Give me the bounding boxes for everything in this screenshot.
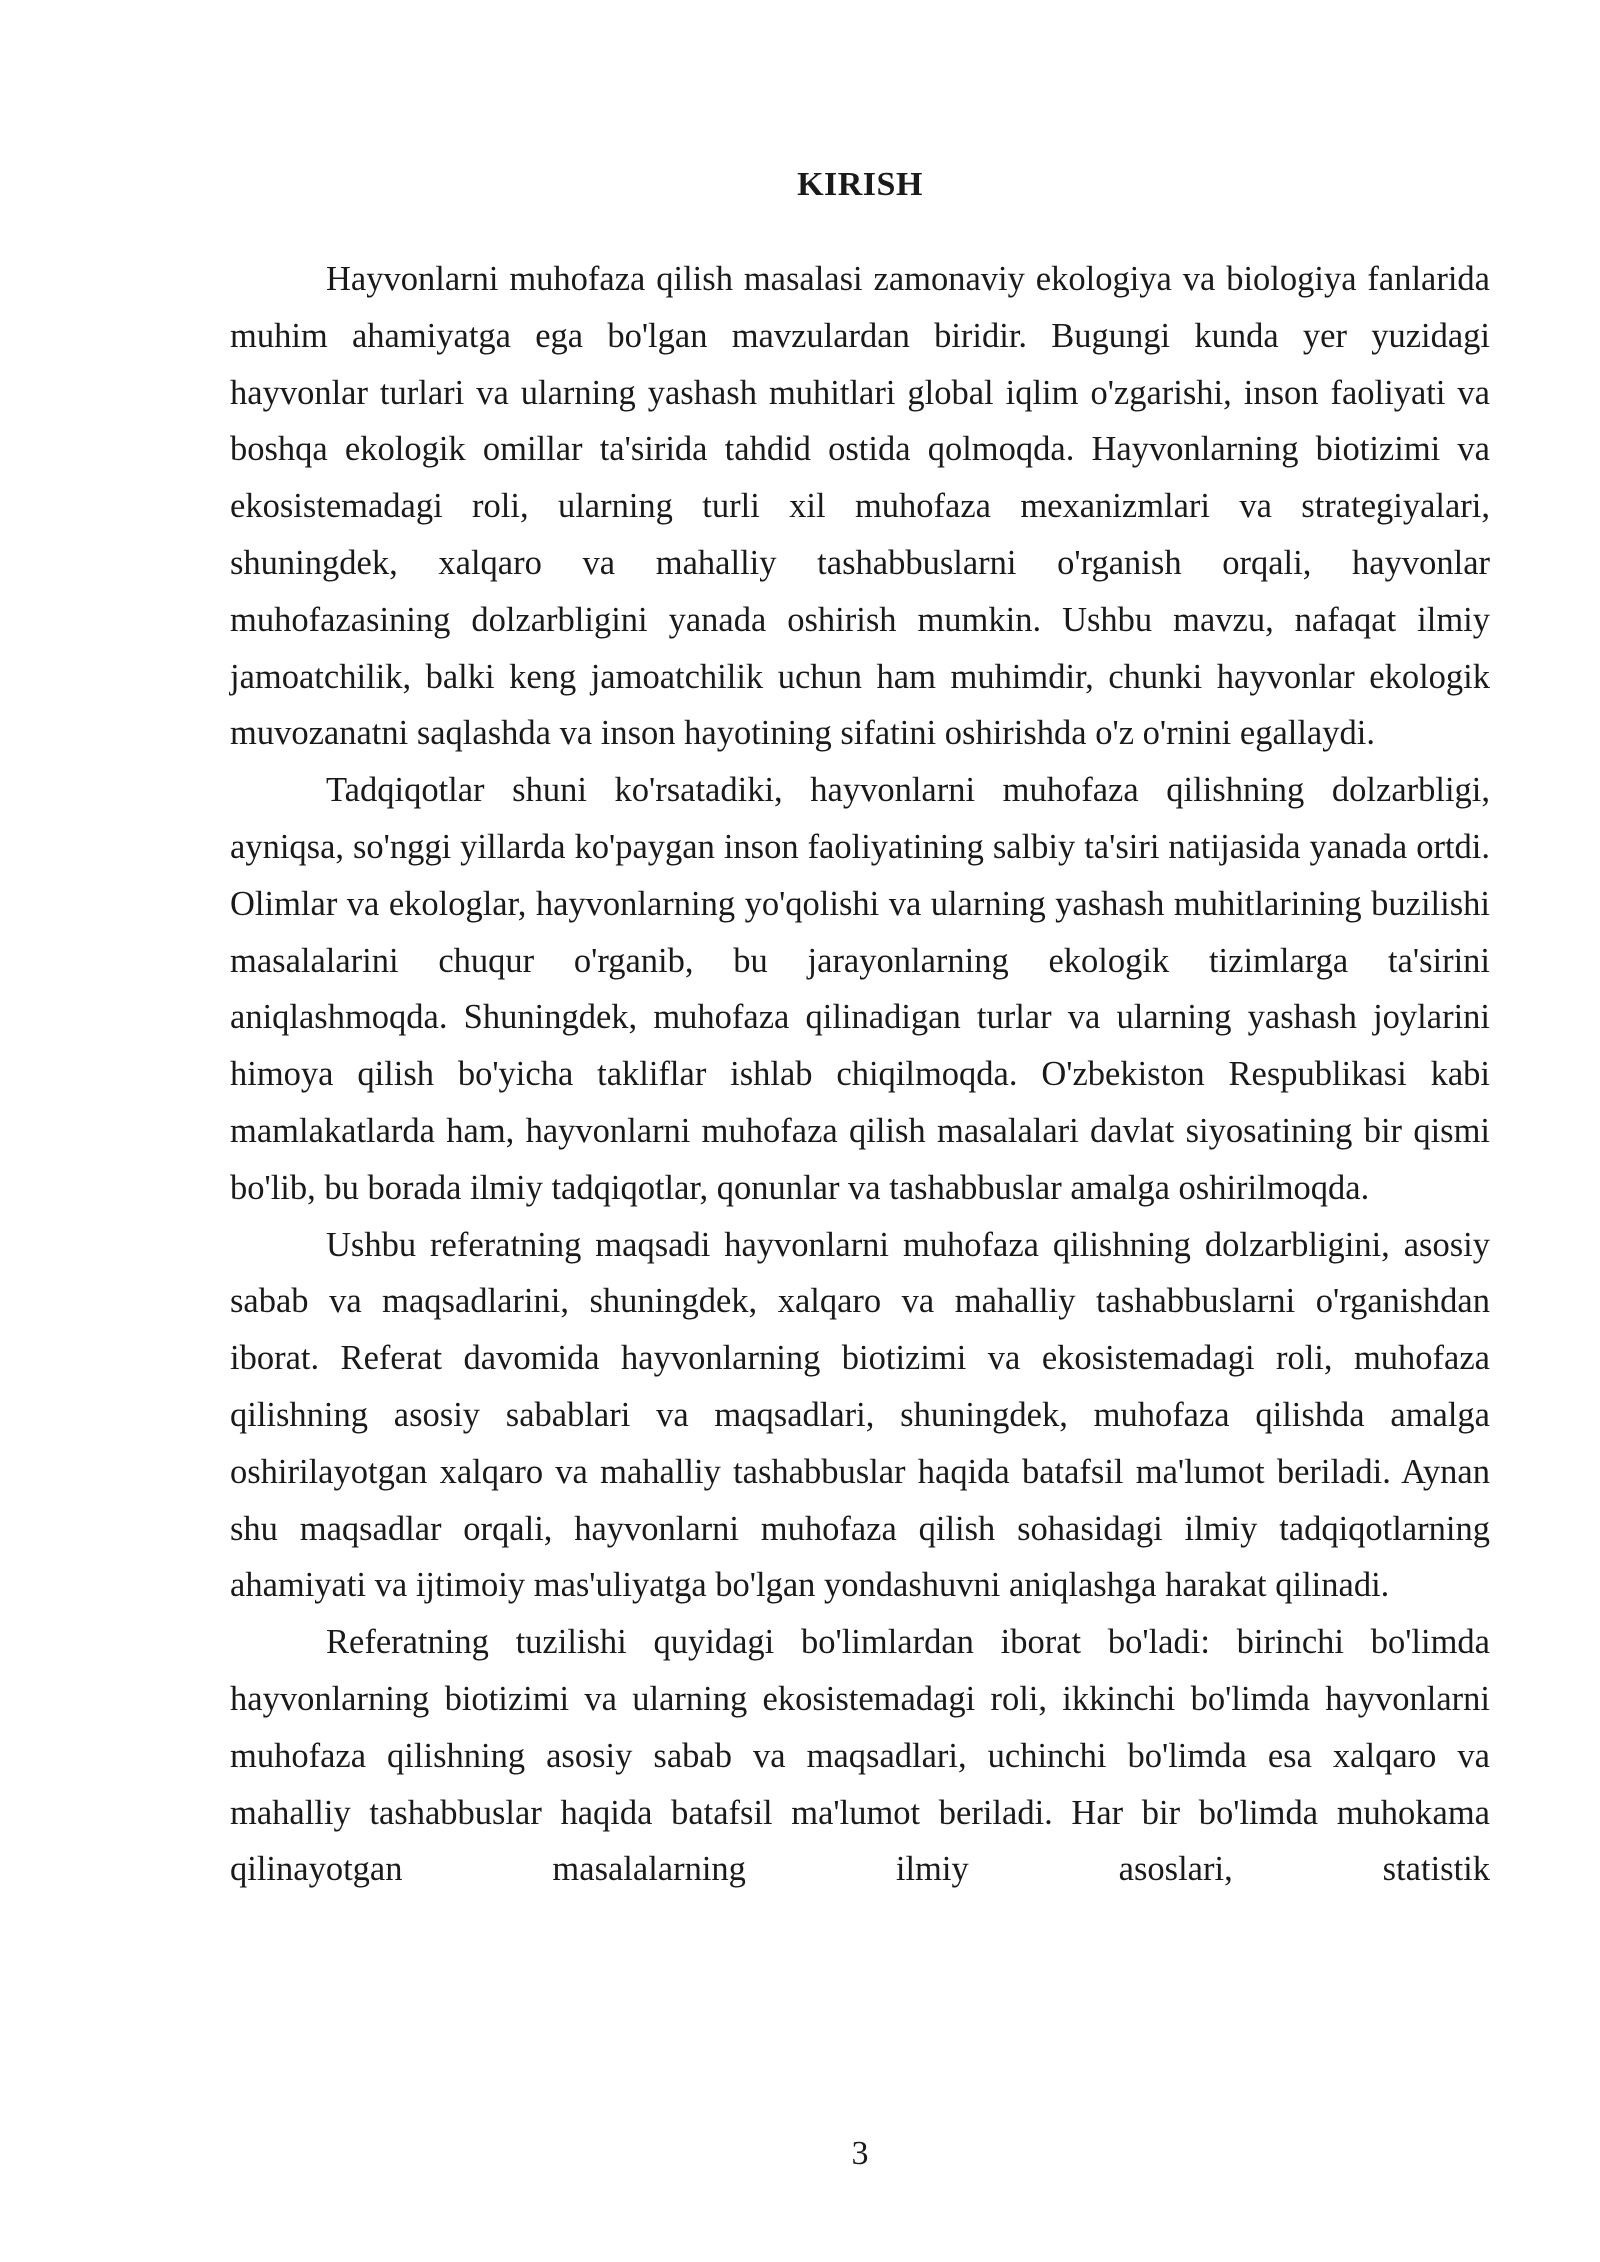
paragraph-4: Referatning tuzilishi quyidagi bo'limlardan iborat bo'ladi: birinchi bo'limda hayvonlarning biotizimi va ularning ekosistemadagi roli, ikkinchi bo'limda hayvonlarni muhofaza qilishning asosiy sabab va maqsadlari, uchinchi bo'limda esa xalqaro va mahalliy tashabbuslar haqida batafsil ma'lumot beriladi. Har bir bo'limda muhokama qilinayotgan masalalarning ilmiy asoslari, statistik [230,1623,1490,1889]
paragraph-3: Ushbu referatning maqsadi hayvonlarni muhofaza qilishning dolzarbligini, asosiy sabab va maqsadlarini, shuningdek, xalqaro va mahalliy tashabbuslarni o'rganishdan iborat. Referat davomida hayvonlarning biotizimi va ekosistemadagi roli, muhofaza qilishning asosiy sabablari va maqsadlari, shuningdek, muhofaza qilishda amalga oshirilayotgan xalqaro va mahalliy tashabbuslar haqida batafsil ma'lumot beriladi. Aynan shu maqsadlar orqali, hayvonlarni muhofaza qilish sohasidagi ilmiy tadqiqotlarning ahamiyati va ijtimoiy mas'uliyatga bo'lgan yondashuvni aniqlashga harakat qilinadi. [230,1225,1490,1605]
section-heading: KIRISH [797,166,923,203]
body-text [230,251,1490,1898]
paragraph-2: Tadqiqotlar shuni ko'rsatadiki, hayvonlarni muhofaza qilishning dolzarbligi, ayniqsa, so'nggi yillarda ko'paygan inson faoliyatining salbiy ta'siri natijasida yanada ortdi. Olimlar va ekologlar, hayvonlarning yo'qolishi va ularning yashash muhitlarining buzilishi masalalarini chuqur o'rganib, bu jarayonlarning ekologik tizimlarga ta'sirini aniqlashmoqda. Shuningdek, muhofaza qilinadigan turlar va ularning yashash joylarini himoya qilish bo'yicha takliflar ishlab chiqilmoqda. O'zbekiston Respublikasi kabi mamlakatlarda ham, hayvonlarni muhofaza qilish masalalari davlat siyosatining bir qismi bo'lib, bu borada ilmiy tadqiqotlar, qonunlar va tashabbuslar amalga oshirilmoqda. [230,771,1490,1207]
paragraph-1: Hayvonlarni muhofaza qilish masalasi zamonaviy ekologiya va biologiya fanlarida muhim ahamiyatga ega bo'lgan mavzulardan biridir. Bugungi kunda yer yuzidagi hayvonlar turlari va ularning yashash muhitlari global iqlim o'zgarishi, inson faoliyati va boshqa ekologik omillar ta'sirida tahdid ostida qolmoqda. Hayvonlarning biotizimi va ekosistemadagi roli, ularning turli xil muhofaza mexanizmlari va strategiyalari, shuningdek, xalqaro va mahalliy tashabbuslarni o'rganish orqali, hayvonlar muhofazasining dolzarbligini yanada oshirish mumkin. Ushbu mavzu, nafaqat ilmiy jamoatchilik, balki keng jamoatchilik uchun ham muhimdir, chunki hayvonlar ekologik muvozanatni saqlashda va inson hayotining sifatini oshirishda o'z o'rnini egallaydi. [230,260,1490,753]
page-number: 3 [851,2135,869,2172]
